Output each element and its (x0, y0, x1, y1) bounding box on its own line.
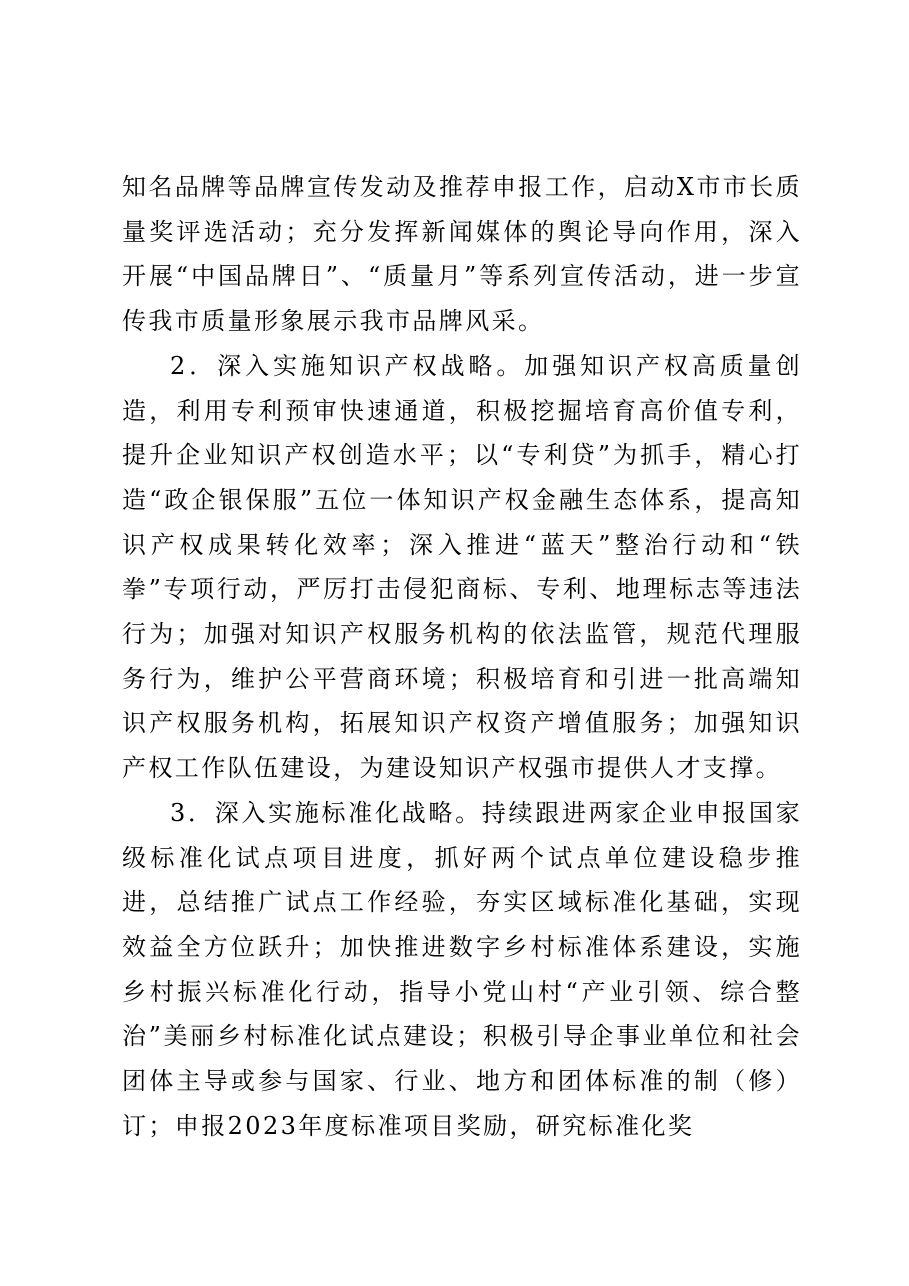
paragraph-ip-strategy: 2．深入实施知识产权战略。加强知识产权高质量创造，利用专利预审快速通道，积极挖掘培育高价值专利，提升企业知识产权创造水平；以“专利贷”为抓手，精心打造“政企银保服”五位一体知识产权金融生态体系，提高知识产权成果转化效率；深入推进“蓝天”整治行动和“铁拳”专项行动，严厉打击侵犯商标、专利、地理标志等违法行为；加强对知识产权服务机构的依法监管，规范代理服务行为，维护公平营商环境；积极培育和引进一批高端知识产权服务机构，拓展知识产权资产增值服务；加强知识产权工作队伍建设，为建设知识产权强市提供人才支撑。 (122, 351, 802, 783)
paragraph-continuation: 知名品牌等品牌宣传发动及推荐申报工作，启动X市市长质量奖评选活动；充分发挥新闻媒体的舆论导向作用，深入开展“中国品牌日”、“质量月”等系列宣传活动，进一步宣传我市质量形象展示我市品牌风采。 (122, 173, 802, 336)
document-body (122, 165, 802, 1148)
paragraph-standardization-strategy: 3．深入实施标准化战略。持续跟进两家企业申报国家级标准化试点项目进度，抓好两个试点单位建设稳步推进，总结推广试点工作经验，夯实区域标准化基础，实现效益全方位跃升；加快推进数字乡村标准体系建设，实施乡村振兴标准化行动，指导小党山村“产业引领、综合整治”美丽乡村标准化试点建设；积极引导企事业单位和社会团体主导或参与国家、行业、地方和团体标准的制（修）订；申报2023年度标准项目奖励，研究标准化奖 (122, 798, 802, 1140)
